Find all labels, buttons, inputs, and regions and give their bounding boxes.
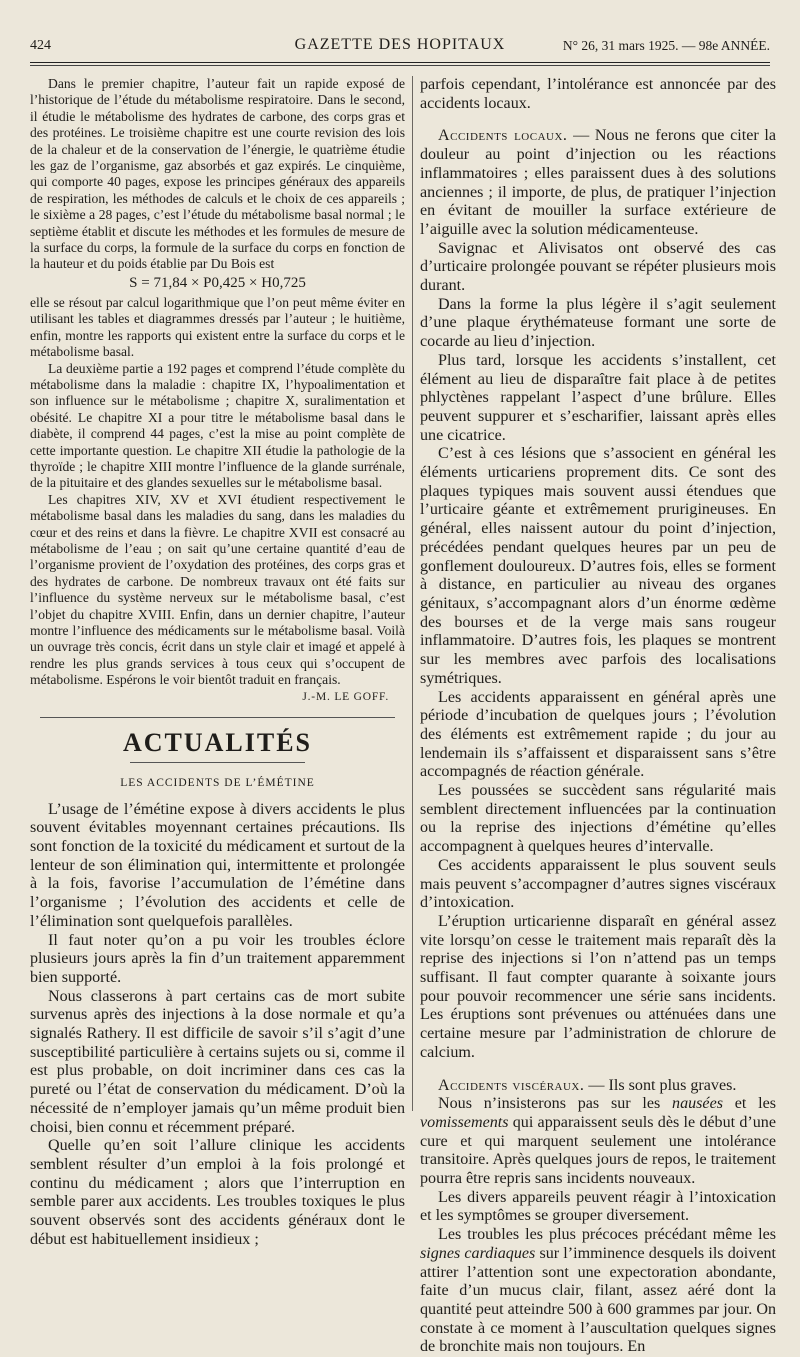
review-paragraph: Dans le premier chapitre, l’auteur fait un rapide exposé de l’historique de l’étude du métabolisme respiratoire. Dans le second, il étudie le métabolisme des hydrates de carbone, des corps gras et des protéines. Le troisième chapitre est une courte revision des lois de la chaleur et de la conservation de l’énergie, le quatrième étudie les gaz de l’organisme, gaz absorbés et gaz expirés. Le cinquième, qui comporte 40 pages, expose les principes généraux des appareils de respiration, les méthodes de calculs et le choix de ces appareils ; le sixième a 28 pages, c’est l’étude du métabolisme basal normal ; le septième établit et discute les méthodes et les formules de mesure de la surface du corps, la formule de la surface du corps en fonction de la hauteur et du poids établie par Du Bois est [30, 76, 405, 272]
heading-rule [130, 762, 305, 763]
emphasis: vomissements [420, 1113, 509, 1131]
local-accidents-heading: Accidents locaux. [438, 127, 568, 145]
article-paragraph: Il faut noter qu’on a pu voir les troubles éclore plusieurs jours après la fin d’un traitement apparemment bien supporté. [30, 931, 405, 986]
section-rule [40, 717, 395, 718]
review-signature: J.-M. LE GOFF. [302, 690, 389, 703]
review-paragraph: La deuxième partie a 192 pages et comprend l’étude complète du métabolisme dans la maladie : chapitre IX, l’hypoalimentation et son influence sur le métabolisme ; chapitre X, suralimentation et obésité. Le chapitre XI a pour titre le métabolisme basal dans le diabète, il comprend 44 pages, c’est la mise au point complète de cette importante question. Le chapitre XII étudie la pathologie de la thyroïde ; le chapitre XIII montre l’influence de la glande surrénale, de la pituitaire et des glandes sexuelles sur le métabolisme basal. [30, 360, 405, 491]
formula-text: S = 71,84 × P0,425 × H0,725 [129, 274, 306, 291]
review-paragraph: Les chapitres XIV, XV et XVI étudient respectivement le métabolisme basal dans les maladies du sang, dans les maladies du cœur et des reins et dans la fièvre. Le chapitre XVII est consacré au métabolisme de l’eau ; on sait qu’une certaine quantité d’eau de l’organisme provient de l’oxydation des protéines, des corps gras et des hydrates de carbone. De nombreux travaux ont été faits sur l’influence du système nerveux sur le métabolisme basal, c’est l’objet du chapitre XVIII. Enfin, dans un dernier chapitre, l’auteur montre l’influence des médicaments sur le métabolisme basal. Voilà un ouvrage très concis, écrit dans un style clair et imagé et appelé à rendre les plus grands services à tous ceux qui s’occupent de métabolisme. Espérons le voir bientôt traduit en français. [30, 491, 405, 688]
visceral-accidents-text: — Ils sont plus graves. [584, 1076, 737, 1094]
spacer [420, 1063, 776, 1077]
text-run: sur l’imminence desquels ils doivent attirer l’attention sont une expectoration abondante, faite d’un mucus clair, filant, assez aéré dont la quantité peut atteindre 500 à 600 grammes par jour. On constate à ce moment à l’auscultation quelques signes de bronchite mais non toujours. En [420, 1244, 776, 1356]
local-accidents-text: — Nous ne ferons que citer la douleur au point d’injection ou les réactions inflammatoires ; elles paraissent dues à des solutions anciennes ; il importe, de plus, de pratiquer l’injection en évitant de mouiller la surface extérieure de l’aiguille avec la solution médicamenteuse. [420, 127, 776, 238]
article-paragraph: Quelle qu’en soit l’allure clinique les accidents semblent résulter d’un emploi à la fois prolongé et continu du médicament ; alors que l’interruption en semble parer aux accidents. Les troubles toxiques le plus souvent observés sont des accidents généraux dont le début est habituellement insidieux ; [30, 1137, 405, 1248]
article-paragraph: Dans la forme la plus légère il s’agit seulement d’une plaque érythémateuse formant une sorte de cocarde au lieu d’injection. [420, 295, 776, 351]
review-paragraph: elle se résout par calcul logarithmique que l’on peut même éviter en utilisant les tables et diagrammes dressés par l’auteur ; le huitième, enfin, montre les rapports qui existent entre la surface du corps et le métabolisme basal. [30, 294, 405, 360]
column-divider [412, 76, 413, 1111]
visceral-accidents-heading: Accidents viscéraux. [438, 1076, 585, 1094]
right-column [420, 76, 776, 1356]
text-run: Nous n’insisterons pas sur les [438, 1095, 673, 1113]
local-accidents-paragraph [420, 127, 776, 239]
book-review [30, 76, 405, 703]
page-header [30, 34, 770, 60]
article-body-left [30, 801, 405, 1250]
journal-title: GAZETTE DES HOPITAUX [294, 36, 506, 53]
article-body-right [420, 76, 776, 1357]
article-paragraph: parfois cependant, l’intolérance est annoncée par des accidents locaux. [420, 76, 776, 112]
article-paragraph [420, 1226, 776, 1357]
article-paragraph [420, 1095, 776, 1189]
text-run: Les troubles les plus précoces précédant même les [438, 1226, 776, 1244]
emphasis: signes cardiaques [420, 1244, 536, 1262]
article-title: LES ACCIDENTS DE L’ÉMÉTINE [120, 776, 315, 789]
article-paragraph: Les divers appareils peuvent réagir à l’intoxication et les symptômes se grouper diversement. [420, 1188, 776, 1225]
issue-info: N° 26, 31 mars 1925. — 98e ANNÉE. [562, 38, 770, 53]
visceral-accidents-paragraph [420, 1077, 776, 1096]
article-paragraph: Les poussées se succèdent sans régularité mais semblent directement influencées par la continuation ou la reprise des injections d’émétine qu’elles accompagnent à quelques heures d’intervalle. [420, 782, 776, 856]
text-run: et les [722, 1095, 776, 1113]
section-heading: ACTUALITÉS [122, 727, 313, 757]
article-paragraph: Ces accidents apparaissent le plus souvent seuls mais peuvent s’accompagner d’autres signes viscéraux d’intoxication. [420, 856, 776, 912]
spacer [420, 113, 776, 127]
article-paragraph: Savignac et Alivisatos ont observé des cas d’urticaire prolongée pouvant se répéter plusieurs mois durant. [420, 239, 776, 295]
article-paragraph: L’usage de l’émétine expose à divers accidents le plus souvent évitables moyennant certaines précautions. Ils sont fonction de la toxicité du médicament et surtout de la lenteur de son élimination qui, intermittente et prolongée à la fois, favorise l’accumulation de l’émétine dans l’organisme ; l’évolution des accidents et celle de l’élimination sont quelquefois parallèles. [30, 800, 405, 930]
text-run: qui apparaissent seuls dès le début d’une cure et qui marquent seulement une intolérance transitoire. Après quelques jours de repos, le traitement pourra être repris sans incidents nouveaux. [420, 1113, 776, 1188]
surface-formula [30, 275, 405, 292]
article-paragraph: L’éruption urticarienne disparaît en général assez vite lorsqu’on cesse le traitement mais reparaît dès la reprise des injections si l’on n’attend pas un temps suffisant. Il faut compter quarante à soixante jours pour pouvoir recommencer une série sans incidents. Les éruptions sont prévenues ou atténuées dans une certaine mesure par l’administration de chlorure de calcium. [420, 912, 776, 1061]
left-column [30, 76, 405, 1248]
header-rule [30, 62, 770, 63]
article-paragraph: C’est à ces lésions que s’associent en général les éléments urticariens proprement dits. Ce sont des plaques typiques mais souvent aussi étendues que l’urticaire géante et extrêmement prurigineuses. En général, elles naissent autour du point d’injection, précédées pendant quelques heures par un peu de gonflement douloureux. D’autres fois, elles se forment à distance, en particulier au niveau des organes génitaux, s’accompagnant alors d’un énorme œdème des bourses et de la verge mais sans rougeur inflammatoire. D’autres fois, les plaques se montrent sur les membres avec parfois des localisations symétriques. [420, 445, 776, 687]
emphasis: nausées [672, 1095, 723, 1113]
page-number: 424 [30, 38, 51, 53]
article-paragraph: Plus tard, lorsque les accidents s’installent, cet élément au lieu de disparaître fait place à de petites phlyctènes rappelant l’aspect d’une brûlure. Elles peuvent suppurer et s’escharifier, laissant après elles une cicatrice. [420, 351, 776, 444]
article-paragraph: Les accidents apparaissent en général après une période d’incubation de quelques jours ; l’évolution des éléments est extrêmement rapide ; du jour au lendemain ils s’affaissent et disparaissent sans s’être accompagnés de réaction générale. [420, 688, 776, 781]
article-paragraph: Nous classerons à part certains cas de mort subite survenus après des injections à la dose normale et qu’a signalés Rathery. Il est difficile de savoir s’il s’agit d’une susceptibilité particulière à certains sujets ou si, comme il est plus probable, on doit incriminer dans ces cas la pureté ou l’état de conservation du médicament. D’où la nécessité de n’employer jamais qu’un même produit bien choisi, bien connu et récemment préparé. [30, 987, 405, 1136]
header-rule-secondary [30, 65, 770, 66]
